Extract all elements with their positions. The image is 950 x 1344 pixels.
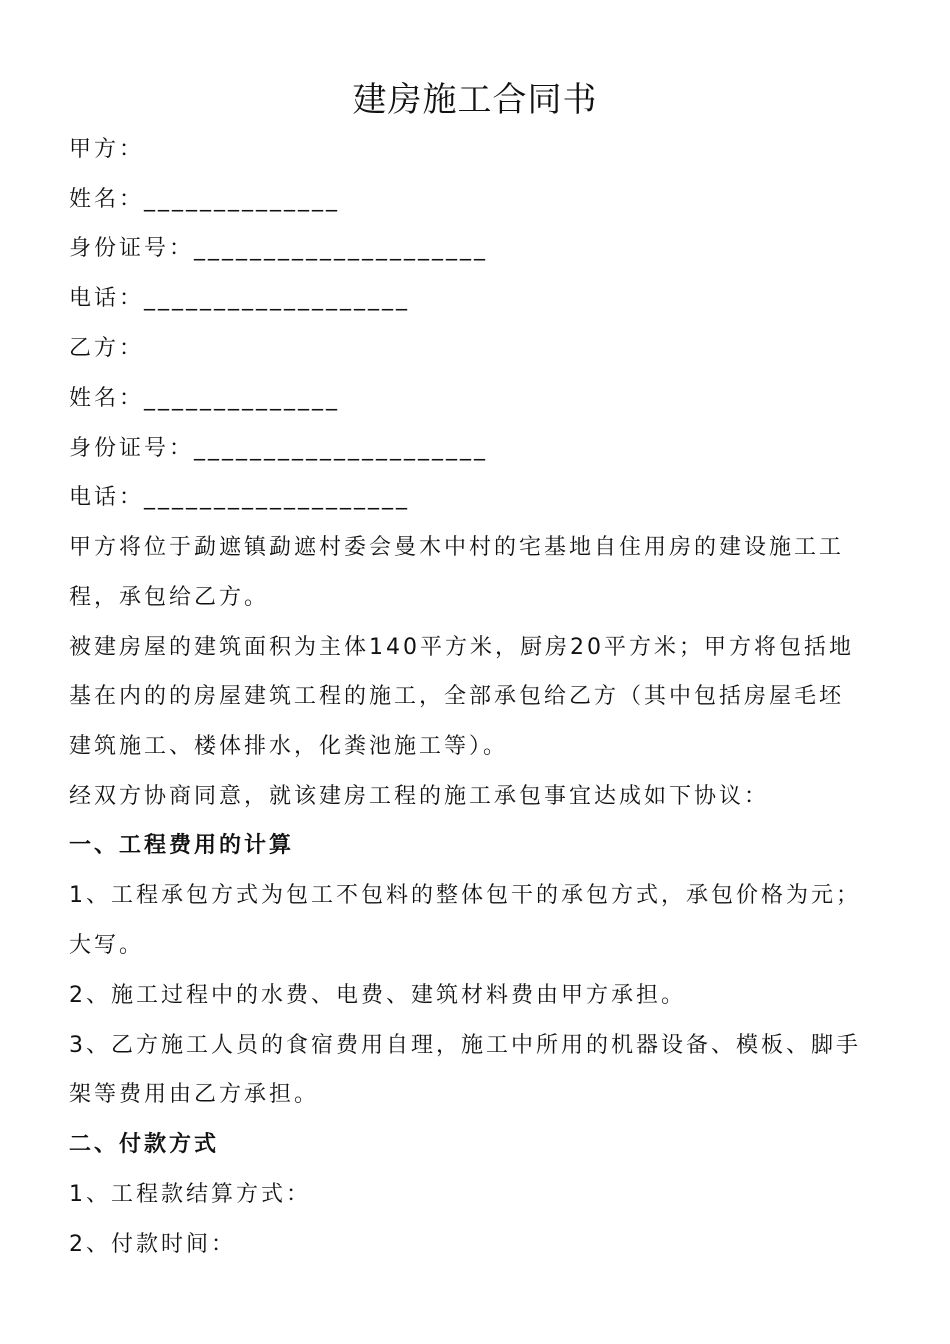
body-line: 程，承包给乙方。 [69,585,270,610]
section-2-line: 1、工程款结算方式： [69,1182,311,1207]
body-line: 基在内的的房屋建筑工程的施工，全部承包给乙方（其中包括房屋毛坯 [69,684,845,709]
section-2-line: 2、付款时间： [69,1232,236,1257]
party-b-heading: 乙方： [69,336,145,361]
section-1-heading: 一、工程费用的计算 [69,833,295,858]
party-b-phone-field: 电话：___________________ [69,485,411,510]
section-1-line: 3、乙方施工人员的食宿费用自理，施工中所用的机器设备、模板、脚手 [69,1033,861,1058]
party-a-heading: 甲方： [69,137,145,162]
section-1-line: 大写。 [69,933,145,958]
section-1-line: 2、施工过程中的水费、电费、建筑材料费由甲方承担。 [69,983,686,1008]
party-a-phone-field: 电话：___________________ [69,286,411,311]
section-1-line: 架等费用由乙方承担。 [69,1082,320,1107]
document-title: 建房施工合同书 [352,80,598,120]
section-1-line: 1、工程承包方式为包工不包料的整体包干的承包方式，承包价格为元； [69,883,861,908]
party-a-name-field: 姓名：______________ [69,187,341,212]
body-line: 甲方将位于勐遮镇勐遮村委会曼木中村的宅基地自住用房的建设施工工 [69,535,845,560]
party-b-id-field: 身份证号：_____________________ [69,436,489,461]
party-a-id-field: 身份证号：_____________________ [69,236,489,261]
body-line: 建筑施工、楼体排水，化粪池施工等）。 [69,734,509,759]
body-line: 经双方协商同意，就该建房工程的施工承包事宜达成如下协议： [69,784,770,809]
party-b-name-field: 姓名：______________ [69,386,341,411]
body-line: 被建房屋的建筑面积为主体140平方米，厨房20平方米；甲方将包括地 [69,635,854,660]
section-2-heading: 二、付款方式 [69,1132,220,1157]
